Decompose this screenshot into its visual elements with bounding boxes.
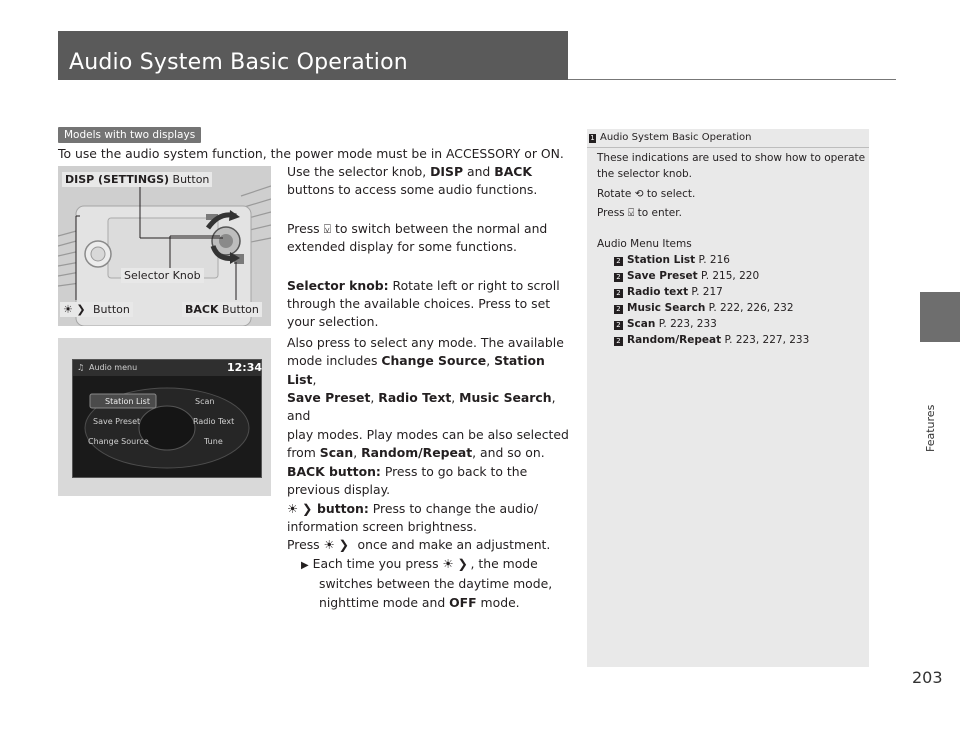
dashboard-figure xyxy=(58,166,271,326)
title-rule xyxy=(568,79,896,80)
body-line: Press ⍌ to switch between the normal and xyxy=(287,220,548,236)
menu-option-scan: Scan xyxy=(195,397,215,406)
sidebar-heading-text: Audio System Basic Operation xyxy=(600,132,752,143)
body-line: switches between the daytime mode, xyxy=(319,576,553,592)
sidebar-rotate-line: Rotate ⟲ to select. xyxy=(597,188,696,200)
menu-option-tune: Tune xyxy=(204,437,223,446)
rotate-knob-icon: ⟲ xyxy=(634,188,644,200)
sidebar-heading xyxy=(587,129,869,148)
body-line: Also press to select any mode. The available xyxy=(287,334,564,350)
disp-button-label-rest: Button xyxy=(169,173,210,186)
body-line: through the available choices. Press to set xyxy=(287,296,551,312)
back-button-label xyxy=(182,302,262,317)
press-icon: ⍌ xyxy=(323,220,332,236)
section-tab-label-wrap xyxy=(924,348,940,452)
cross-reference-icon: 2 xyxy=(614,305,623,314)
spacer xyxy=(287,200,577,220)
body-line: Save Preset, Radio Text, Music Search, and xyxy=(287,390,556,424)
body-line: Selector knob: Rotate left or right to scroll xyxy=(287,277,560,293)
sidebar-menu-heading: Audio Menu Items xyxy=(597,238,692,250)
disp-button-label xyxy=(62,172,212,187)
page-number: 203 xyxy=(912,668,943,687)
back-button-label-rest: Button xyxy=(218,303,259,316)
cross-reference-icon: 2 xyxy=(614,289,623,298)
body-line: Press ☀ ❯ once and make an adjustment. xyxy=(287,536,577,554)
body-line: BACK button: Press to go back to the xyxy=(287,463,528,479)
body-line: information screen brightness. xyxy=(287,518,477,534)
brightness-button-label xyxy=(60,302,133,317)
page-title: Audio System Basic Operation xyxy=(69,50,408,75)
brightness-icon: ☀ ❯ xyxy=(442,555,468,571)
body-line: mode includes Change Source, Station List, xyxy=(287,353,545,387)
sidebar-item: 2 Scan P. 223, 233 xyxy=(614,316,717,332)
menu-option-save-preset: Save Preset xyxy=(93,417,141,426)
sidebar-item: 2 Music Search P. 222, 226, 232 xyxy=(614,300,794,316)
models-badge: Models with two displays xyxy=(58,127,201,143)
back-button-label-bold: BACK xyxy=(185,303,219,316)
audio-menu-title: Audio menu xyxy=(89,363,138,372)
sidebar-notes xyxy=(587,129,869,667)
cross-reference-icon: 2 xyxy=(614,257,623,266)
brightness-button-label-rest: Button xyxy=(93,303,130,316)
sidebar-item: 2 Save Preset P. 215, 220 xyxy=(614,268,759,284)
section-tab xyxy=(920,292,960,342)
body-line: from Scan, Random/Repeat, and so on. xyxy=(287,445,545,461)
body-line: nighttime mode and OFF mode. xyxy=(319,594,520,610)
body-text xyxy=(287,163,577,612)
menu-option-station-list: Station List xyxy=(105,397,150,406)
sidebar-item: 2 Radio text P. 217 xyxy=(614,284,723,300)
music-note-icon: ♫ xyxy=(77,363,85,372)
sidebar-item: 2 Station List P. 216 xyxy=(614,252,730,268)
brightness-icon: ☀ ❯ xyxy=(287,500,313,516)
arrow-right-icon: ▶ xyxy=(301,559,309,571)
body-line: buttons to access some audio functions. xyxy=(287,182,538,198)
section-tab-label: Features xyxy=(924,404,937,452)
audio-menu-screen xyxy=(72,359,262,478)
clock: 12:34 xyxy=(227,361,263,374)
body-line: extended display for some functions. xyxy=(287,239,517,255)
body-line: Use the selector knob, DISP and BACK xyxy=(287,164,532,179)
spacer xyxy=(287,257,577,277)
body-line: play modes. Play modes can be also selected xyxy=(287,426,569,442)
brightness-icon: ☀ ❯ xyxy=(63,303,86,316)
body-line: your selection. xyxy=(287,314,379,330)
disp-button-label-bold: DISP (SETTINGS) xyxy=(65,173,170,186)
body-line: ☀ ❯ button: Press to change the audio/ xyxy=(287,500,577,518)
selector-knob-label: Selector Knob xyxy=(121,268,204,283)
press-icon: ⍌ xyxy=(627,207,635,219)
body-line: previous display. xyxy=(287,482,391,498)
body-line: ▶ Each time you press ☀ ❯ , the mode xyxy=(287,555,577,575)
sidebar-desc-line: These indications are used to show how to operate xyxy=(597,152,866,164)
menu-option-change-source: Change Source xyxy=(88,437,149,446)
menu-option-radio-text: Radio Text xyxy=(193,417,235,426)
brightness-icon: ☀ ❯ xyxy=(323,537,350,553)
cross-reference-icon: 2 xyxy=(614,273,623,282)
reference-icon: 1 xyxy=(590,134,595,142)
sidebar-desc-line: the selector knob. xyxy=(597,168,693,180)
intro-text: To use the audio system function, the power mode must be in ACCESSORY or ON. xyxy=(58,146,564,161)
cross-reference-icon: 2 xyxy=(614,321,623,330)
sidebar-item: 2 Random/Repeat P. 223, 227, 233 xyxy=(614,332,809,348)
sidebar-press-line: Press ⍌ to enter. xyxy=(597,207,682,219)
page-title-bar xyxy=(58,31,568,80)
audio-menu-figure xyxy=(58,338,271,496)
cross-reference-icon: 2 xyxy=(614,337,623,346)
